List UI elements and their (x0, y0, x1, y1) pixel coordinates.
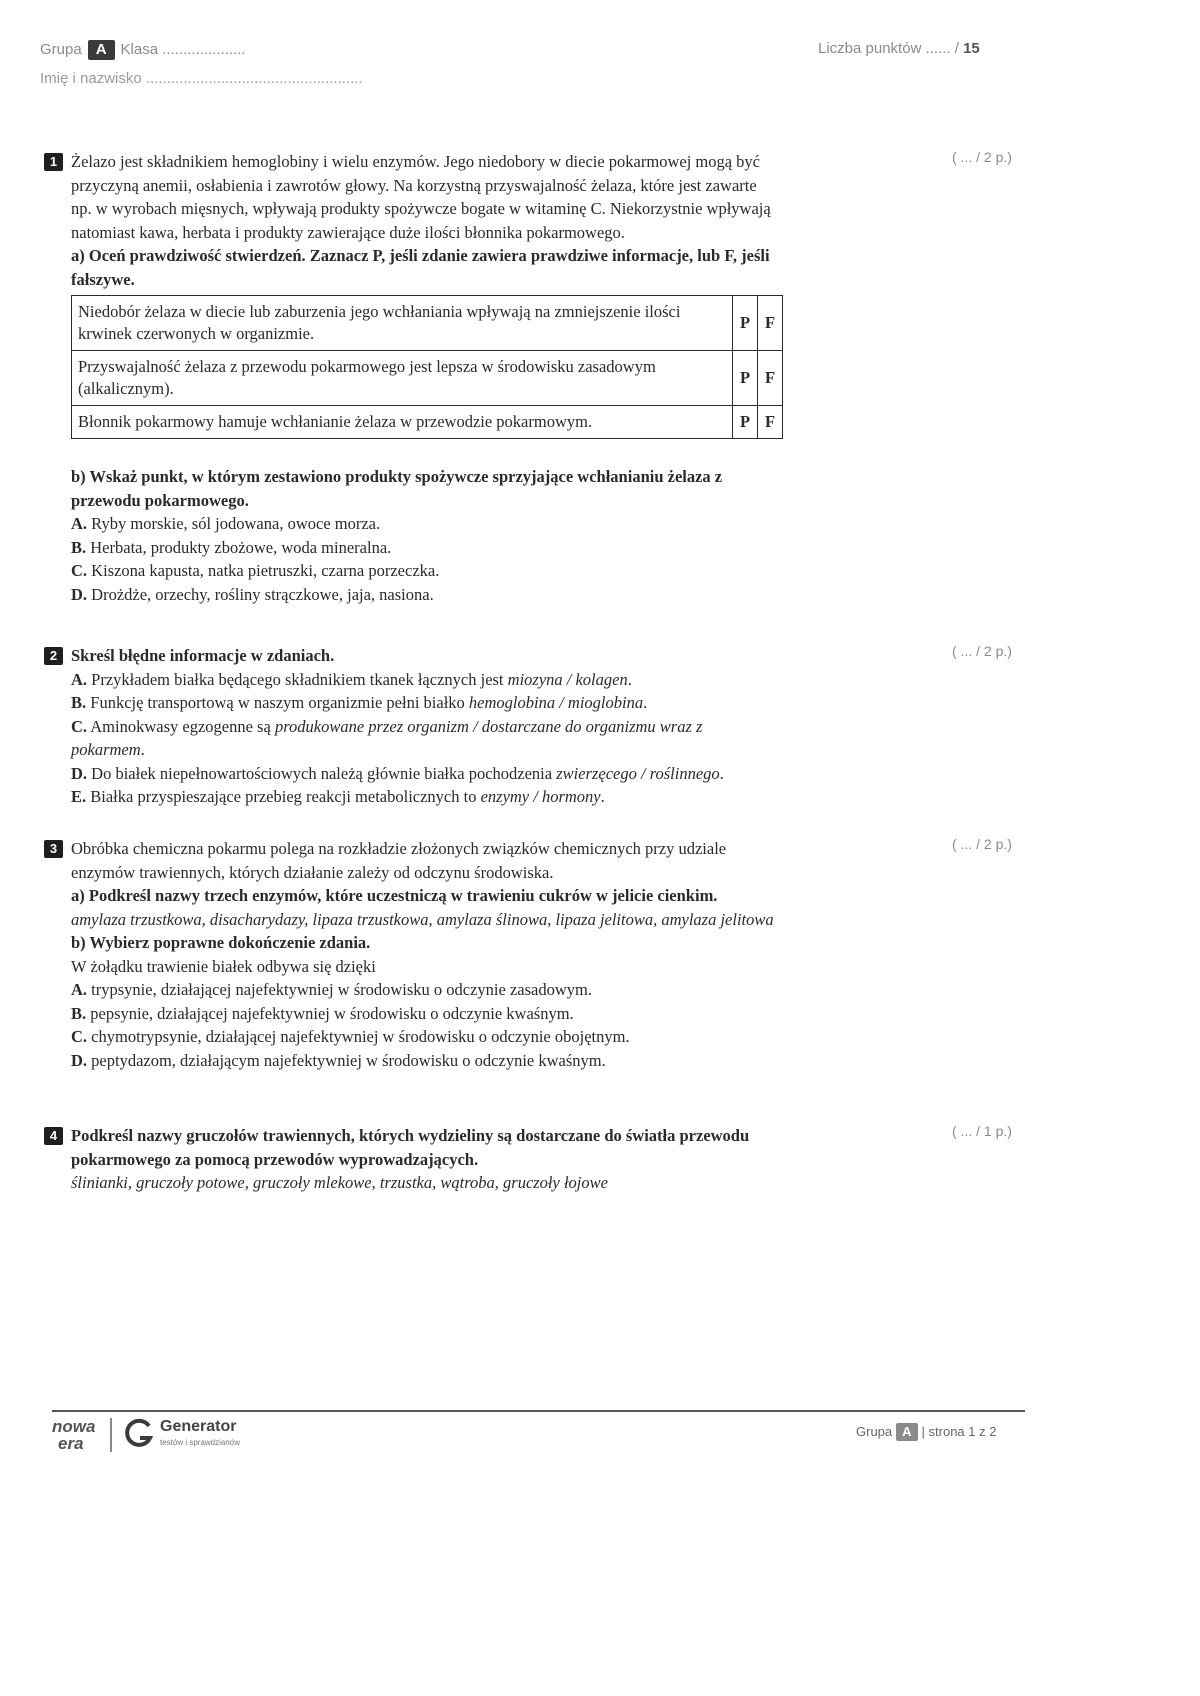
points-summary (818, 40, 980, 57)
statement-item: D. Do białek niepełnowartościowych należą głównie białka pochodzenia zwierzęcego / roślinnego. (71, 763, 724, 783)
group-badge: A (88, 40, 115, 60)
answer-option[interactable]: B. pepsynie, działającej najefektywniej w środowisku o odczynie kwaśnym. (71, 1003, 574, 1023)
true-option[interactable]: P (733, 296, 758, 351)
task1 (44, 150, 774, 606)
task1-a-instruction: a) Oceń prawdziwość stwierdzeń. Zaznacz P, jeśli zdanie zawiera prawdziwe informacje, lub F, jeśli fałszywe. (71, 246, 770, 289)
choice-pair[interactable]: produkowane przez organizm / dostarczane do organizmu wraz z pokarmem (71, 716, 703, 759)
generator-g-icon (124, 1418, 154, 1450)
answer-option[interactable]: C. chymotrypsynie, działającej najefektywniej w środowisku o odczynie obojętnym. (71, 1027, 630, 1046)
task3 (44, 837, 774, 1072)
generator-logo-text: Generator (160, 1418, 237, 1435)
class-label: Klasa .................... (120, 41, 246, 58)
task1-b-instruction: b) Wskaż punkt, w którym zestawiono produkty spożywcze sprzyjające wchłanianiu żelaza z przewodu pokarmowego. (71, 467, 723, 510)
group-label: Grupa (40, 41, 82, 58)
choice-pair[interactable]: hemoglobina / mioglobina (468, 693, 644, 712)
statement-item: C. Aminokwasy egzogenne są produkowane przez organizm / dostarczane do organizmu wraz z pokarmem. (71, 716, 703, 759)
task4-points: ( ... / 1 p.) (952, 1123, 1012, 1139)
true-option[interactable]: P (733, 351, 758, 406)
statement: Błonnik pokarmowy hamuje wchłanianie żelaza w przewodzie pokarmowym. (72, 406, 733, 439)
task3-b-instruction: b) Wybierz poprawne dokończenie zdania. (71, 933, 371, 952)
points-label: Liczba punktów ...... / (818, 40, 959, 57)
footer-group-badge: A (896, 1423, 917, 1441)
task1-number: 1 (44, 153, 63, 171)
table-row (72, 296, 783, 351)
nowa-era-logo: nowa era (52, 1417, 96, 1453)
task4 (44, 1124, 774, 1195)
statement-item: E. Białka przyspieszające przebieg reakcji metabolicznych to enzymy / hormony. (71, 787, 605, 806)
statement-item: B. Funkcję transportową w naszym organizmie pełni białko hemoglobina / mioglobina. (71, 693, 648, 712)
answer-option[interactable]: A. Ryby morskie, sól jodowana, owoce morza. (71, 514, 381, 533)
points-total: 15 (963, 40, 980, 57)
logo-separator (110, 1418, 112, 1452)
statement-item: A. Przykładem białka będącego składnikiem tkanek łącznych jest miozyna / kolagen. (71, 669, 632, 689)
false-option[interactable]: F (758, 351, 783, 406)
footer-page-info: Grupa A | strona 1 z 2 (856, 1424, 997, 1439)
table-row (72, 351, 783, 406)
true-false-table (71, 295, 783, 439)
page-number: | strona 1 z 2 (921, 1424, 997, 1439)
task3-number: 3 (44, 840, 63, 858)
choice-pair[interactable]: zwierzęcego / roślinnego (556, 763, 720, 783)
true-option[interactable]: P (733, 406, 758, 439)
generator-logo-subtitle: testów i sprawdzianów (160, 1438, 241, 1447)
gland-options[interactable]: ślinianki, gruczoły potowe, gruczoły mlekowe, trzustka, wątroba, gruczoły łojowe (71, 1173, 608, 1192)
task2-number: 2 (44, 647, 63, 665)
task1-points: ( ... / 2 p.) (952, 149, 1012, 165)
task3-b-stem: W żołądku trawienie białek odbywa się dzięki (71, 956, 376, 976)
answer-option[interactable]: D. Drożdże, orzechy, rośliny strączkowe, jaja, nasiona. (71, 584, 434, 604)
answer-option[interactable]: C. Kiszona kapusta, natka pietruszki, czarna porzeczka. (71, 561, 440, 580)
statement: Niedobór żelaza w diecie lub zaburzenia jego wchłaniania wpływają na zmniejszenie ilości krwinek czerwonych w organizmie. (72, 296, 733, 351)
task2 (44, 644, 774, 809)
name-line: Imię i nazwisko .................................................... (40, 70, 363, 87)
task2-instruction: 2 Skreśl błędne informacje w zdaniach. (71, 644, 774, 668)
statement: Przyswajalność żelaza z przewodu pokarmowego jest lepsza w środowisku zasadowym (alkalicznym). (72, 351, 733, 406)
answer-option[interactable]: D. peptydazom, działającym najefektywniej w środowisku o odczynie kwaśnym. (71, 1050, 606, 1070)
answer-option[interactable]: A. trypsynie, działającej najefektywniej w środowisku o odczynie zasadowym. (71, 980, 592, 999)
footer-divider (52, 1410, 1025, 1412)
task4-number: 4 (44, 1127, 63, 1145)
choice-pair[interactable]: enzymy / hormony (480, 787, 601, 806)
table-row (72, 406, 783, 439)
enzyme-options[interactable]: amylaza trzustkowa, disacharydazy, lipaza trzustkowa, amylaza ślinowa, lipaza jelitowa, amylaza jelitowa (71, 909, 774, 929)
false-option[interactable]: F (758, 406, 783, 439)
task3-intro: 3 Obróbka chemiczna pokarmu polega na rozkładzie złożonych związków chemicznych przy udziale enzymów trawiennych, których działanie zależy od odczynu środowiska. (71, 837, 774, 884)
answer-option[interactable]: B. Herbata, produkty zbożowe, woda mineralna. (71, 537, 392, 557)
header-left (40, 40, 246, 60)
task3-a-instruction: a) Podkreśl nazwy trzech enzymów, które uczestniczą w trawieniu cukrów w jelicie cienkim. (71, 886, 718, 905)
task3-points: ( ... / 2 p.) (952, 836, 1012, 852)
choice-pair[interactable]: miozyna / kolagen (507, 669, 628, 689)
false-option[interactable]: F (758, 296, 783, 351)
task1-intro: 1 Żelazo jest składnikiem hemoglobiny i wielu enzymów. Jego niedobory w diecie pokarmowej mogą być przyczyną anemii, osłabienia i zawrotów głowy. Na korzystną przyswajalność żelaza, które jest zawarte np. w wyrobach mięsnych, wpływają produkty spożywcze bogate w witaminę C. Niekorzystnie wpływają natomiast kawa, herbata i produkty zawierające duże ilości błonnika pokarmowego. (71, 150, 774, 244)
task2-points: ( ... / 2 p.) (952, 643, 1012, 659)
task4-instruction: 4 Podkreśl nazwy gruczołów trawiennych, których wydzieliny są dostarczane do światła przewodu pokarmowego za pomocą przewodów wyprowadzających. (71, 1124, 774, 1171)
